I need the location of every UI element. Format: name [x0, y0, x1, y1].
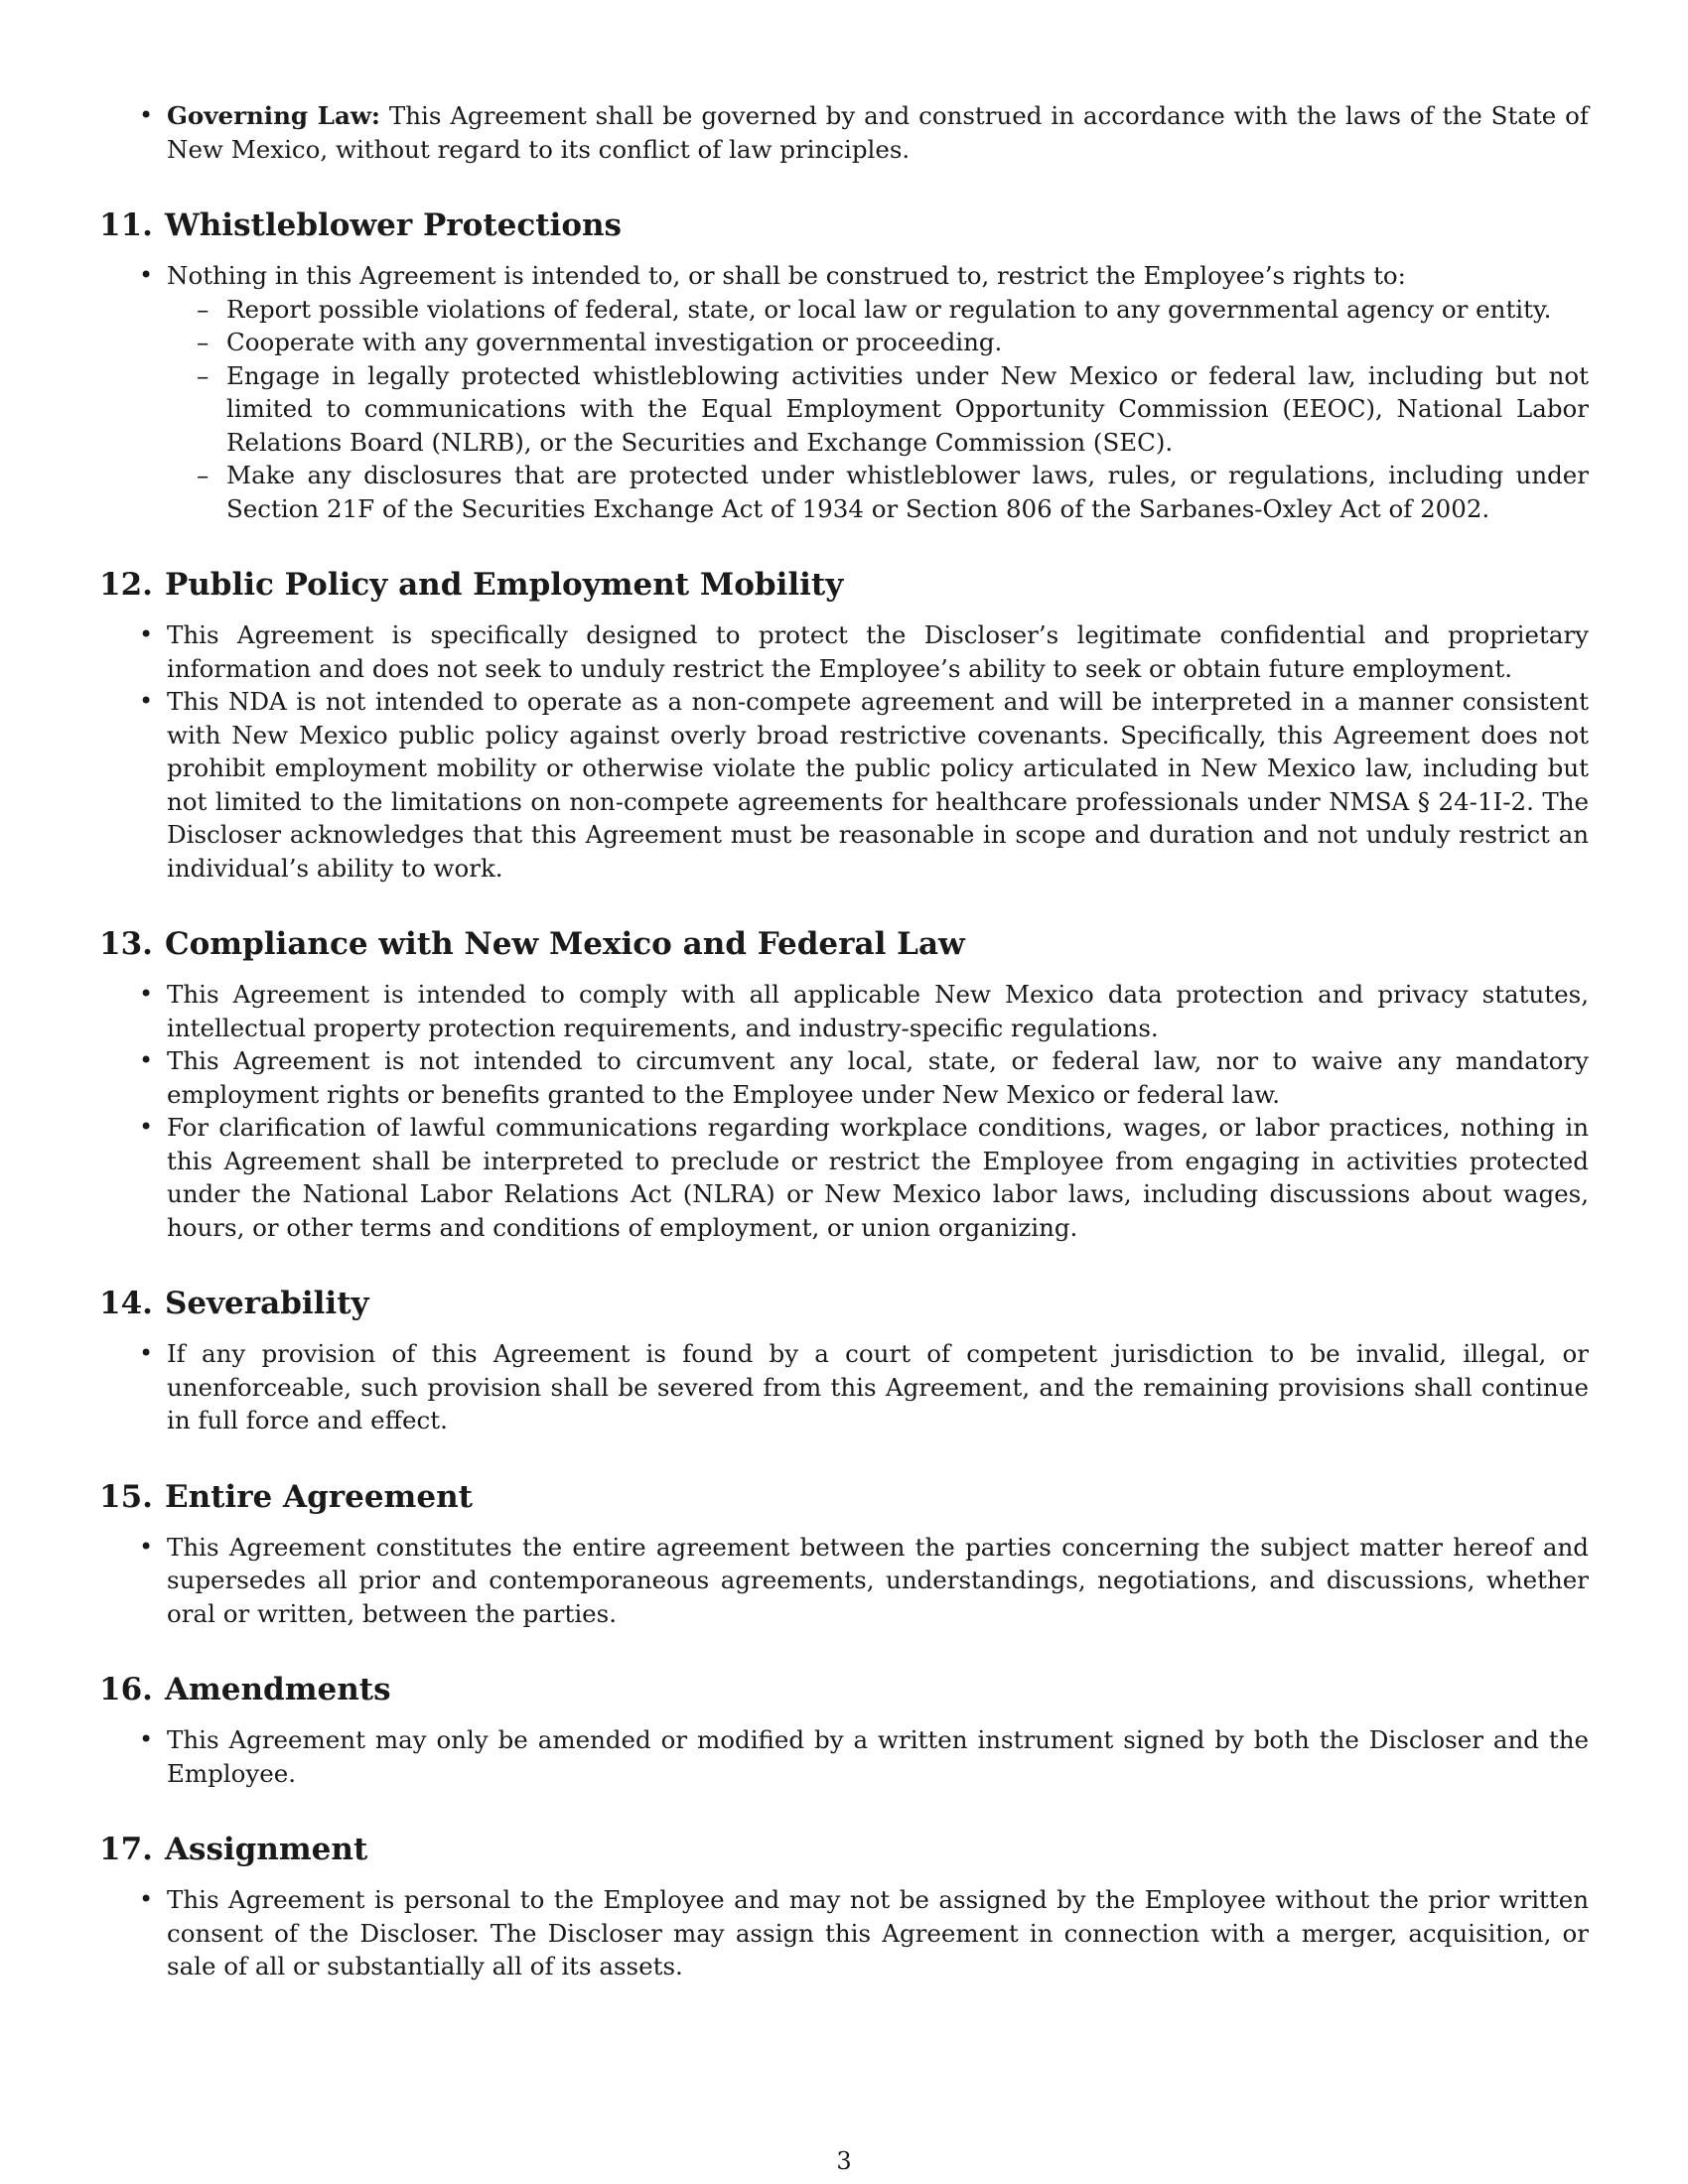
bullet-list	[99, 1723, 1589, 1790]
bullet-item: • This NDA is not intended to operate as a non-compete agreement and will be interpreted in a manner consistent with New Mexico public policy against overly broad restrictive covenants. Specifically, this Agreement does not prohibit employment mobility or otherwise violate the public policy articulated in New Mexico law, including but not limited to the limitations on non-compete agreements for healthcare professionals under NMSA § 24-1I-2. The Discloser acknowledges that this Agreement must be reasonable in scope and duration and not unduly restrict an individual’s ability to work.	[167, 685, 1589, 885]
bullet-list	[99, 1531, 1589, 1631]
section-heading	[99, 1670, 1589, 1709]
governing-law-term: Governing Law:	[167, 101, 380, 130]
section-heading	[99, 565, 1589, 605]
section-title: Whistleblower Protections	[164, 207, 623, 243]
bullet-item: • For clarification of lawful communications regarding workplace conditions, wages, or labor practices, nothing in this Agreement shall be interpreted to preclude or restrict the Employee from engaging in activities protected under the National Labor Relations Act (NLRA) or New Mexico labor laws, including discussions about wages, hours, or other terms and conditions of employment, or union organizing.	[167, 1111, 1589, 1244]
section-heading	[99, 1477, 1589, 1517]
bullet-list	[99, 618, 1589, 885]
section-number: 16.	[99, 1672, 153, 1707]
page-number: 3	[836, 2147, 852, 2175]
section-amendments	[99, 1670, 1589, 1790]
bullet-item: • This Agreement is personal to the Employee and may not be assigned by the Employee without the prior written consent of the Discloser. The Discloser may assign this Agreement in connection with a merger, acquisition, or sale of all or substantially all of its assets.	[167, 1883, 1589, 1983]
sub-item: – Cooperate with any governmental investigation or proceeding.	[226, 326, 1589, 359]
bullet-item: • This Agreement constitutes the entire agreement between the parties concerning the subject matter hereof and supersedes all prior and contemporaneous agreements, understandings, negotiations, and discussions, whether oral or written, between the parties.	[167, 1531, 1589, 1631]
bullet-text: Nothing in this Agreement is intended to, or shall be construed to, restrict the Employee’s rights to:	[167, 261, 1406, 290]
section-entire-agreement	[99, 1477, 1589, 1631]
sub-item: – Report possible violations of federal, state, or local law or regulation to any governmental agency or entity.	[226, 293, 1589, 327]
bullet-list	[99, 259, 1589, 525]
section-assignment	[99, 1830, 1589, 1983]
bullet-item: • This Agreement is specifically designed to protect the Discloser’s legitimate confidential and proprietary information and does not seek to unduly restrict the Employee’s ability to seek or obtain future employment.	[167, 618, 1589, 685]
bullet-list	[99, 1883, 1589, 1983]
governing-law-item	[167, 99, 1589, 166]
section-title: Amendments	[164, 1672, 391, 1707]
bullet-list	[99, 1337, 1589, 1437]
section-compliance	[99, 924, 1589, 1244]
bullet-item: • This Agreement may only be amended or modified by a written instrument signed by both the Discloser and the Employee.	[167, 1723, 1589, 1790]
section-number: 12.	[99, 567, 153, 603]
section-heading	[99, 205, 1589, 245]
bullet-item	[167, 259, 1589, 525]
section-public-policy	[99, 565, 1589, 885]
bullet-item: • This Agreement is intended to comply with all applicable New Mexico data protection and privacy statutes, intellectual property protection requirements, and industry-specific regulations.	[167, 978, 1589, 1044]
sub-item: – Engage in legally protected whistleblowing activities under New Mexico or federal law, including but not limited to communications with the Equal Employment Opportunity Commission (EEOC), National Labor Relations Board (NLRB), or the Securities and Exchange Commission (SEC).	[226, 359, 1589, 460]
section-number: 14.	[99, 1286, 153, 1321]
section-number: 15.	[99, 1478, 153, 1515]
section-number: 17.	[99, 1832, 153, 1867]
section-number: 13.	[99, 926, 153, 962]
bullet-item: • If any provision of this Agreement is found by a court of competent jurisdiction to be invalid, illegal, or unenforceable, such provision shall be severed from this Agreement, and the remaining provisions shall continue in full force and effect.	[167, 1337, 1589, 1437]
sub-item: – Make any disclosures that are protected under whistleblower laws, rules, or regulations, including under Section 21F of the Securities Exchange Act of 1934 or Section 806 of the Sarbanes-Oxley Act of 2002.	[226, 459, 1589, 525]
sub-list	[167, 293, 1589, 526]
bullet-list	[99, 978, 1589, 1244]
governing-law-text: This Agreement shall be governed by and construed in accordance with the laws of the State of New Mexico, without regard to its conflict of law principles.	[167, 101, 1589, 164]
document-page	[99, 99, 1589, 1983]
section-heading	[99, 924, 1589, 964]
section-title: Entire Agreement	[164, 1478, 473, 1515]
section-heading	[99, 1284, 1589, 1323]
section-title: Compliance with New Mexico and Federal Law	[164, 926, 965, 962]
section-title: Assignment	[164, 1832, 368, 1867]
section-severability	[99, 1284, 1589, 1437]
bullet-item: • This Agreement is not intended to circumvent any local, state, or federal law, nor to waive any mandatory employment rights or benefits granted to the Employee under New Mexico or federal law.	[167, 1044, 1589, 1111]
section-title: Public Policy and Employment Mobility	[164, 567, 844, 603]
section-heading	[99, 1830, 1589, 1869]
section-title: Severability	[164, 1286, 369, 1321]
section-whistleblower	[99, 205, 1589, 525]
governing-law-list	[99, 99, 1589, 166]
section-number: 11.	[99, 207, 153, 243]
